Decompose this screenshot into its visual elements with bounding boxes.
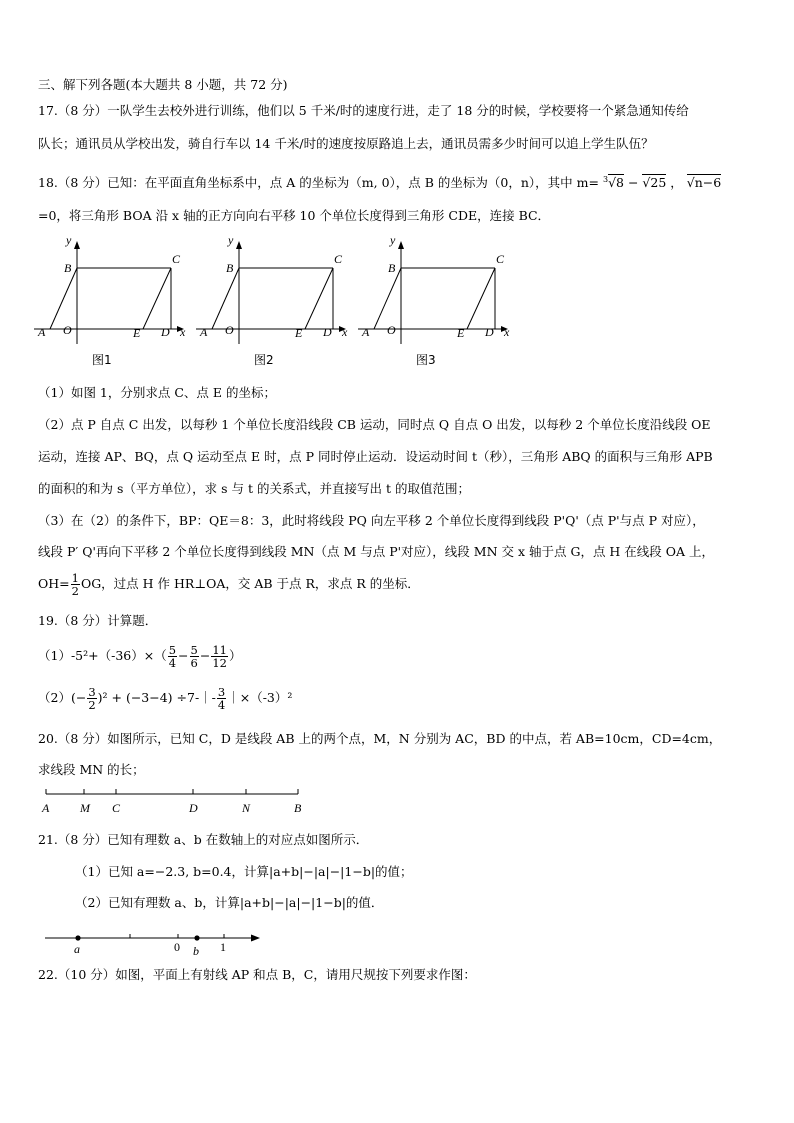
cube-root: $^3$√8 bbox=[602, 175, 624, 191]
q18-part2-line1: （2）点 P 自点 C 出发，以每秒 1 个单位长度沿线段 CB 运动，同时点 Q 自点 O 出发，以每秒 2 个单位长度沿线段 OE bbox=[38, 417, 711, 432]
label-c: C bbox=[112, 801, 121, 815]
e2-frac1 bbox=[87, 686, 96, 711]
q18-part3-line3-rest: OG，过点 H 作 HR⊥OA，交 AB 于点 R，求点 R 的坐标． bbox=[80, 576, 420, 591]
q20-line1: 20.（8 分）如图所示，已知 C，D 是线段 AB 上的两个点，M，N 分别为 AC，BD 的中点，若 AB=10cm，CD=4cm， bbox=[38, 731, 722, 746]
num: 5 bbox=[190, 643, 198, 657]
label-A: A bbox=[38, 325, 46, 339]
den: 2 bbox=[88, 698, 96, 712]
num: 5 bbox=[168, 643, 177, 657]
label-y: y bbox=[66, 233, 72, 247]
den: 6 bbox=[190, 656, 198, 670]
y-arrow-icon bbox=[236, 241, 242, 249]
q21-part1: （1）已知 a=−2.3, b=0.4，计算|a+b|−|a|−|1−b|的值； bbox=[75, 864, 413, 879]
label-E: E bbox=[133, 326, 141, 340]
y-arrow-icon bbox=[74, 241, 80, 249]
label-b: B bbox=[294, 801, 302, 815]
figure-3 bbox=[358, 233, 510, 367]
comma: ， bbox=[670, 175, 683, 191]
label-B: B bbox=[64, 261, 72, 275]
segment-ab bbox=[212, 268, 239, 329]
q19-expr2 bbox=[38, 686, 292, 711]
q17-line1: 17.（8 分）一队学生去校外进行训练，他们以 5 千米/时的速度行进，走了 18 分的时候，学校要将一个紧急通知传给 bbox=[38, 103, 689, 118]
e1-a: （1）-5²+（-36）×（ bbox=[38, 648, 167, 663]
label-x: x bbox=[180, 325, 186, 339]
label-E: E bbox=[457, 326, 465, 340]
axis-arrow-icon bbox=[251, 935, 260, 942]
label-D: D bbox=[161, 325, 170, 339]
label-n: N bbox=[242, 801, 251, 815]
e1-frac1 bbox=[168, 644, 177, 669]
label-C: C bbox=[496, 252, 505, 266]
label-C: C bbox=[172, 252, 181, 266]
segment-ce bbox=[467, 268, 495, 329]
label-E: E bbox=[295, 326, 303, 340]
square-root: √25 bbox=[642, 175, 667, 191]
point-a bbox=[75, 935, 80, 940]
label-x: x bbox=[342, 325, 348, 339]
den: 4 bbox=[217, 698, 226, 712]
den: 12 bbox=[212, 656, 227, 670]
q18-part3-line2: 线段 P′ Q'再向下平移 2 个单位长度得到线段 MN（点 M 与点 P'对应），线段 MN 交 x 轴于点 G，点 H 在线段 OA 上， bbox=[38, 544, 715, 559]
frac-num: 1 bbox=[71, 571, 79, 585]
section-heading: 三、解下列各题(本大题共 8 小题，共 72 分) bbox=[38, 77, 288, 92]
q19-expr1 bbox=[38, 644, 242, 669]
num: 3 bbox=[88, 685, 96, 699]
label-A: A bbox=[362, 325, 370, 339]
sqrt2-radicand: n−6 bbox=[694, 175, 722, 191]
q18-line1 bbox=[38, 172, 721, 191]
e2-c: ｜×（-3）² bbox=[227, 690, 293, 705]
label-O: O bbox=[63, 323, 72, 337]
e2-frac2 bbox=[217, 686, 226, 711]
label-C: C bbox=[334, 252, 343, 266]
segment-ab bbox=[374, 268, 401, 329]
q21-part2: （2）已知有理数 a、b，计算|a+b|−|a|−|1−b|的值． bbox=[75, 895, 384, 910]
label-A: A bbox=[200, 325, 208, 339]
e1-b: ） bbox=[228, 648, 242, 663]
label-D: D bbox=[485, 325, 494, 339]
q18-line1-prefix: 18.（8 分）已知：在平面直角坐标系中，点 A 的坐标为（m, 0），点 B 的坐标为（0，n），其中 m= bbox=[38, 175, 599, 191]
q18-part2-line3: 的面积的和为 s（平方单位），求 s 与 t 的关系式，并直接写出 t 的取值范围； bbox=[38, 481, 470, 496]
label-0: 0 bbox=[174, 940, 180, 954]
label-a: A bbox=[42, 801, 50, 815]
point-b bbox=[194, 935, 199, 940]
label-O: O bbox=[225, 323, 234, 337]
oh-eq: OH= bbox=[38, 576, 70, 591]
num: 3 bbox=[217, 685, 226, 699]
label-B: B bbox=[388, 261, 396, 275]
q19-title: 19.（8 分）计算题． bbox=[38, 613, 158, 628]
minus: − bbox=[199, 648, 211, 663]
q18-part3-line1: （3）在（2）的条件下，BP：QE＝8：3，此时将线段 PQ 向左平移 2 个单位长度得到线段 P'Q'（点 P'与点 P 对应）， bbox=[38, 513, 705, 528]
minus: − bbox=[627, 175, 643, 191]
q17-line2: 队长；通讯员从学校出发，骑自行车以 14 千米/时的速度按原路追上去，通讯员需多少时间可以追上学生队伍？ bbox=[38, 136, 654, 151]
q21-number-line bbox=[40, 928, 270, 958]
segment-ce bbox=[305, 268, 333, 329]
e2-a: （2）(− bbox=[38, 690, 87, 705]
square-root-2: √n−6 bbox=[686, 175, 722, 191]
figure-caption: 图1 bbox=[92, 353, 112, 367]
segment-ce bbox=[143, 268, 171, 329]
e1-frac3 bbox=[211, 644, 228, 669]
q20-line2: 求线段 MN 的长； bbox=[38, 762, 145, 777]
minus: − bbox=[178, 648, 189, 663]
num: 11 bbox=[212, 643, 227, 657]
e1-frac2 bbox=[190, 644, 199, 669]
label-y: y bbox=[390, 233, 396, 247]
label-d: D bbox=[189, 801, 198, 815]
e2-b: )² + (−3−4) ÷7-｜- bbox=[97, 690, 216, 705]
figure-caption: 图2 bbox=[254, 353, 274, 367]
q18-part1: （1）如图 1，分别求点 C、点 E 的坐标； bbox=[38, 385, 276, 400]
label-x: x bbox=[504, 325, 510, 339]
frac-den: 2 bbox=[71, 584, 79, 598]
label-1: 1 bbox=[220, 940, 226, 954]
label-O: O bbox=[387, 323, 396, 337]
segment-ab bbox=[50, 268, 77, 329]
label-y: y bbox=[228, 233, 234, 247]
label-B: B bbox=[226, 261, 234, 275]
y-arrow-icon bbox=[398, 241, 404, 249]
label-b: b bbox=[193, 944, 199, 958]
cbrt-radicand: 8 bbox=[616, 175, 624, 191]
figure-2 bbox=[196, 233, 348, 367]
sqrt-radicand: 25 bbox=[650, 175, 667, 191]
den: 4 bbox=[168, 656, 177, 670]
label-m: M bbox=[80, 801, 90, 815]
fraction-half bbox=[71, 572, 80, 597]
q18-part2-line2: 运动，连接 AP、BQ，点 Q 运动至点 E 时，点 P 同时停止运动．设运动时间 t（秒），三角形 ABQ 的面积与三角形 APB bbox=[38, 449, 713, 464]
q18-figures bbox=[30, 232, 550, 372]
label-D: D bbox=[323, 325, 332, 339]
q22-line1: 22.（10 分）如图，平面上有射线 AP 和点 B，C，请用尺规按下列要求作图： bbox=[38, 967, 476, 982]
q21-line1: 21.（8 分）已知有理数 a、b 在数轴上的对应点如图所示． bbox=[38, 832, 369, 847]
figure-1 bbox=[34, 233, 186, 367]
figure-caption: 图3 bbox=[416, 353, 436, 367]
q18-part3-line3 bbox=[38, 572, 420, 597]
q20-segment-diagram bbox=[36, 786, 316, 818]
q18-line2: =0，将三角形 BOA 沿 x 轴的正方向向右平移 10 个单位长度得到三角形 CDE，连接 BC． bbox=[38, 208, 551, 223]
label-a: a bbox=[74, 942, 80, 956]
